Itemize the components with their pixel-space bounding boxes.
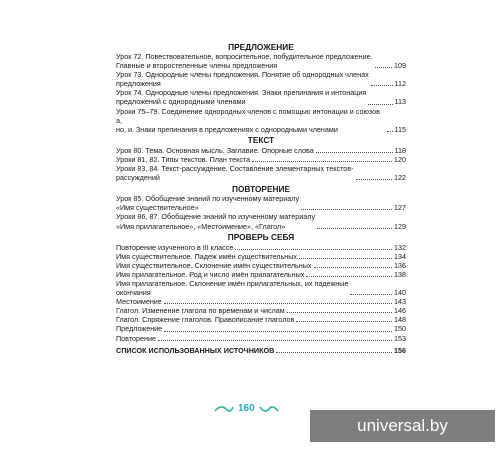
toc-entry [116, 306, 406, 315]
dot-leader [252, 160, 392, 162]
right-wave-ornament-icon [259, 405, 279, 413]
page-ref: 146 [394, 306, 406, 316]
entry-title: Повторение [116, 333, 157, 343]
dot-leader [375, 66, 392, 68]
entry-title: Имя существительное. Склонение имён существительных [116, 260, 312, 270]
page-ref: 112 [394, 79, 406, 89]
entry-title: Уроки 81, 82. Типы текстов. План текста [116, 154, 251, 164]
page-ref: 115 [394, 124, 406, 134]
entry-title: Имя прилагательное. Род и число имён прилагательных [116, 269, 305, 279]
dot-leader [314, 266, 392, 268]
entry-title: СПИСОК ИСПОЛЬЗОВАННЫХ ИСТОЧНИКОВ [116, 345, 275, 355]
dot-leader [301, 208, 392, 210]
dot-leader [299, 257, 392, 259]
dot-leader [276, 351, 392, 353]
dot-leader [368, 103, 392, 105]
toc-entry [116, 52, 406, 70]
dot-leader [387, 130, 393, 132]
toc-entry [116, 243, 406, 252]
page-ref: 148 [394, 315, 406, 325]
page-ref: 132 [394, 242, 406, 252]
page-number: 160 [238, 403, 255, 414]
section-heading: ПОВТОРЕНИЕ [232, 183, 290, 194]
section-heading: ПРОВЕРЬ СЕБЯ [227, 232, 295, 243]
entry-title: Уроки 75–79. Соединение однородных членов с помощью интонации и союзов а, но, и. Знаки препинания в предложениях с однородными членами [116, 106, 380, 134]
dot-leader [164, 302, 392, 304]
dot-leader [356, 178, 393, 180]
dot-leader [316, 151, 393, 153]
toc-entry [116, 279, 406, 297]
toc-entry [116, 194, 406, 212]
entry-title: Урок 85. Обобщение знаний по изученному материалу «Имя существительное» [116, 194, 300, 213]
entry-title: Уроки 83, 84. Текст-рассуждение. Составление элементарных текстов- рассуждений [116, 164, 354, 183]
entry-title: Имя существительное. Падеж имён существительных [116, 251, 297, 261]
entry-title: Повторение изученного в III классе [116, 242, 234, 252]
page-ref: 113 [394, 97, 406, 107]
table-of-contents [116, 40, 406, 355]
dot-leader [287, 311, 392, 313]
page-ref: 150 [394, 324, 406, 334]
dot-leader [306, 275, 392, 277]
page-ref: 140 [394, 288, 406, 298]
dot-leader [164, 330, 392, 332]
entry-title: Урок 72. Повествовательное, вопросительное, побудительное предложение. Главные и второстепенные члены предложения [116, 52, 373, 71]
page-ref: 120 [394, 154, 406, 164]
toc-entry [116, 146, 406, 155]
entry-title: Урок 74. Однородные члены предложения. Знаки препинания и интонация предложений с однородными членами [116, 88, 367, 107]
entry-title: Глагол. Изменение глагола по временам и числам [116, 306, 285, 316]
page-footer [214, 403, 279, 414]
page-ref: 134 [394, 251, 406, 261]
toc-entry [116, 164, 406, 182]
toc-entry [116, 270, 406, 279]
section-heading: ПРЕДЛОЖЕНИЕ [228, 41, 294, 52]
dot-leader [371, 84, 393, 86]
toc-entry-sources [116, 346, 406, 355]
dot-leader [296, 320, 392, 322]
page-ref: 118 [394, 145, 406, 155]
dot-leader [350, 293, 392, 295]
toc-entry [116, 88, 406, 106]
toc-entry [116, 334, 406, 343]
page-ref: 153 [394, 333, 406, 343]
toc-entry [116, 155, 406, 164]
toc-entry [116, 261, 406, 270]
page-ref: 156 [394, 345, 406, 355]
left-wave-ornament-icon [214, 405, 234, 413]
entry-title: Урок 73. Однородные члены предложения. Понятие об однородных членах предложения [116, 70, 369, 89]
toc-entry [116, 297, 406, 306]
watermark: universal.by [310, 410, 495, 442]
entry-title: Местоимение [116, 297, 162, 307]
entry-title: Урок 80. Тема. Основная мысль. Заглавие. Опорные слова [116, 145, 314, 155]
page-ref: 143 [394, 297, 406, 307]
page-ref: 109 [394, 61, 406, 71]
entry-title: Глагол. Спряжение глаголов. Правописание глаголов [116, 315, 295, 325]
page-ref: 122 [394, 173, 406, 183]
entry-title: Имя прилагательное. Склонение имён прилагательных, их падежные окончания [116, 278, 349, 298]
toc-entry [116, 107, 406, 134]
section-heading: ТЕКСТ [247, 135, 275, 146]
toc-entry [116, 315, 406, 324]
dot-leader [317, 227, 392, 229]
toc-entry [116, 324, 406, 333]
toc-entry [116, 212, 406, 230]
page-ref: 136 [394, 260, 406, 270]
dot-leader [158, 339, 392, 341]
entry-title: Предложение [116, 324, 163, 334]
dot-leader [235, 248, 392, 250]
entry-title: Уроки 86, 87. Обобщение знаний по изученному материалу «Имя прилагательное», «Местоимение», «Глагол» [116, 212, 316, 231]
page-ref: 127 [394, 203, 406, 213]
toc-entry [116, 252, 406, 261]
page-ref: 129 [394, 221, 406, 231]
page-ref: 138 [394, 269, 406, 279]
toc-entry [116, 70, 406, 88]
